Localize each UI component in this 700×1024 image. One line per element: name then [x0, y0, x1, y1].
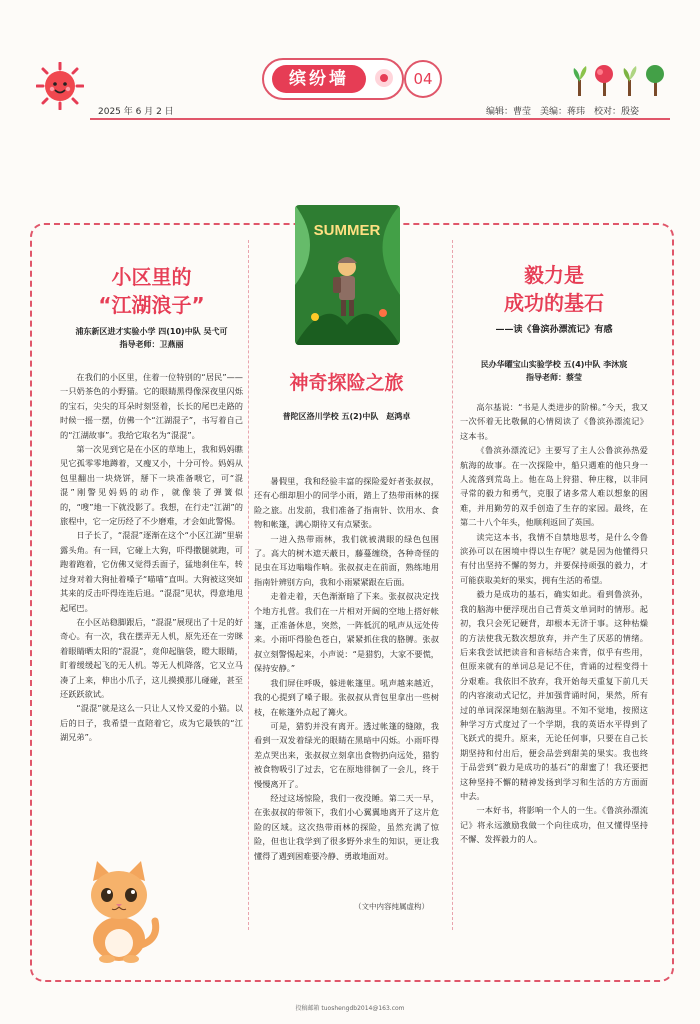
article1-school: 浦东新区进才实验小学 四(10)中队 吴弋可: [75, 327, 228, 336]
sun-face-icon: [36, 62, 84, 110]
article3-teacher: 指导老师：蔡莹: [526, 373, 582, 382]
article3-title-line2: 成功的基石: [504, 291, 604, 315]
article1-teacher: 指导老师：卫燕丽: [119, 340, 184, 349]
paragraph: 在我们的小区里，住着一位特别的“居民”——一只奶茶色的小野猫。它的眼睛黑得像深夜里闪烁的宝石，尖尖的耳朵时刻竖着，长长的尾巴走路的时候一摇一摆，仿佛一个“江湖混子”，书写着自己的“江湖故事”。我给它取名为“混混”。: [60, 372, 243, 440]
paragraph: 我们屏住呼吸，躲进帐篷里。吼声越来越近，我的心提到了嗓子眼。张叔叔从背包里拿出一些树枝，在帐篷外点起了篝火。: [254, 677, 439, 717]
article1-byline: [60, 325, 243, 351]
section-title: 缤纷墙: [272, 65, 366, 93]
paragraph: “混混”就是这么一只让人又怜又爱的小猫。以后的日子，我希望一直陪着它，成为它最铁的“江湖兄弟”。: [60, 703, 243, 743]
article3-school: 民办华曜宝山实验学校 五(4)中队 李沐宸: [480, 360, 628, 369]
article3-title: [460, 261, 648, 317]
paragraph: 在小区站稳脚跟后，“混混”展现出了十足的好奇心。有一次，我在摆弄无人机，原先还在一旁眯着眼睛晒太阳的“混混”，竟仰起脑袋，瞪大眼睛，盯着缓缓起飞的无人机。等无人机降落，它又立马凑了上来，伸出小爪子，这儿摸摸那儿碰碰，甚至还跃跃欲试。: [60, 616, 243, 699]
article1-body: [60, 370, 243, 745]
paragraph: 毅力是成功的基石，确实如此。看到鲁滨孙，我的脑海中便浮现出自己背英文单词时的情形。起初，我只会死记硬背，却根本无济于事。这种枯燥的方法使我无数次想放弃，并产生了厌恶的情绪。后来我尝试把读音和音标结合来背，似乎有些用，但原来就有的单词总是记不住，背诵的过程变得十分艰难。我依旧不放弃，我开始每天重复下前几天的内容滚动式记忆，并加强背诵时间，果然，所有过的单词深深地刻在脑海里。不知不觉地，按照这种学习方式度过了一个学期，我的英语水平得到了飞跃式的提升。原来，无论任何事，只要在自己长期坚持和付出后，便会品尝到甜美的果实。我也终于品尝到“毅力是成功的基石”的甜蜜了！我还要把这种坚持不懈的精神发扬到学习和生活的方方面面中去。: [460, 589, 648, 801]
fiction-note: （文中内容纯属虚构）: [354, 902, 429, 911]
paragraph: 《鲁滨孙漂流记》主要写了主人公鲁滨孙热爱航海的故事。在一次探险中，船只遇难的他只身一人流落到荒岛上。他在岛上狩猎、种庄稼，以非同寻常的毅力和勇气，克服了诸多常人难以想象的困难，并用勤劳的双手创造了生存的家园。最终，在第二十八个年头，他顺利返回了英国。: [460, 445, 648, 528]
article3-byline: [460, 358, 648, 384]
paragraph: 第一次见到它是在小区的草地上，我和妈妈瞧见它孤零零地蹲着，又瘦又小，十分可怜。妈妈从包里翻出一块烧饼，掰下一块准备喂它，可“混混”刚警见妈妈的动作，就像装了弹簧似的，“嗖”地一下就没影了。我想，在行走“江湖”的旅程中，它一定历经了不少磨难，才会如此警惕。: [60, 444, 243, 527]
article1-title-line2: “江湖浪子”: [98, 293, 205, 317]
paragraph: 日子长了，“混混”逐渐在这个“小区江湖”里崭露头角。有一回，它碰上大狗，吓得撒腿就跑，可跑着跑着，它仿佛又觉得丢面子，猛地刹住车，转过身对着大狗扯着嗓子“喵喵”直叫。大狗被这突如其来的反击吓得连连后退。“混混”见状，得意地甩起尾巴。: [60, 530, 243, 613]
paragraph: 走着走着，天色渐渐暗了下来。张叔叔决定找个地方扎营。我们在一片相对开阔的空地上搭好帐篷，正准备休息，突然，一阵低沉的吼声从远处传来。小雨吓得脸色苍白，紧紧抓住我的胳膊。张叔叔立刻警惕起来，小声说：“是猎豹，大家不要慌，保持安静。”: [254, 591, 439, 674]
article2-title: 神奇探险之旅: [289, 372, 404, 394]
paragraph: 一本好书，将影响一个人的一生。《鲁滨孙漂流记》将永远激励我做一个向往成功，但又懂得坚持不懈、发挥毅力的人。: [460, 805, 648, 845]
paragraph: 一进入热带雨林，我们就被满眼的绿色包围了。高大的树木遮天蔽日，藤蔓缠绕，各种奇怪的昆虫在耳边嗡嗡作响。张叔叔走在前面，熟练地用指南针辨别方向，我和小雨紧紧跟在后面。: [254, 533, 439, 587]
column-divider: [248, 240, 250, 930]
book-cover-image: [295, 205, 400, 345]
paragraph: 可是，猎豹并没有离开。透过帐篷的缝隙，我看到一双发着绿光的眼睛在黑暗中闪烁。小雨吓得差点哭出来，张叔叔立刻拿出食物扔向远处，猎豹被食物吸引了过去，它在原地徘徊了一会儿，终于慢慢离开了。: [254, 720, 439, 789]
article1-title-line1: 小区里的: [111, 265, 192, 289]
editor-credits: 编辑：曹莹 美编：蒋玮 校对：殷姿: [486, 107, 640, 117]
article3-body: [460, 400, 648, 847]
tree-icons: [570, 64, 670, 98]
paragraph: 暑假里，我和经验丰富的探险爱好者张叔叔，还有心细却胆小的同学小雨，踏上了热带雨林的探险之旅。出发前，我们准备了指南针、饮用水、食物和帐篷，满心期待又有点紧张。: [254, 476, 439, 530]
publish-date: 2025 年 6 月 2 日: [98, 107, 174, 117]
paragraph: 经过这场惊险，我们一夜没睡。第二天一早，在张叔叔的带领下，我们小心翼翼地离开了这片危险的区域。这次热带雨林的探险，虽然充满了惊险，但也让我学到了很多野外求生的知识，更让我懂得了遇到困难要冷静、勇敢地面对。: [254, 792, 439, 861]
decoration-icon: [372, 66, 396, 90]
article1-title: [60, 263, 243, 319]
book-cover-title: SUMMER: [313, 222, 381, 239]
section-title-badge: [262, 58, 404, 100]
footer-mailbox: 投稿邮箱 tuoshengdb2014@163.com: [295, 1005, 405, 1012]
paragraph: 读完这本书，我情不自禁地思考，是什么令鲁滨孙可以在困境中得以生存呢？就是因为他懂得只有付出坚持不懈的努力，并要保持顽强的毅力，才可能获取美好的果实，拥有生活的希望。: [460, 531, 648, 585]
article3-subtitle: ——读《鲁滨孙漂流记》有感: [495, 325, 613, 335]
page-number: 04: [404, 60, 442, 98]
article2-byline: 普陀区洛川学校 五(2)中队 赵鸿卓: [282, 412, 411, 421]
cat-illustration: [75, 855, 163, 963]
article2-body: [254, 474, 439, 863]
paragraph: 高尔基说：“书是人类进步的阶梯。”今天，我又一次怀着无比敬佩的心情阅读了《鲁滨孙漂流记》这本书。: [460, 402, 648, 441]
column-divider: [452, 240, 454, 930]
article3-title-line1: 毅力是: [524, 263, 584, 287]
header-rule: [90, 118, 670, 120]
